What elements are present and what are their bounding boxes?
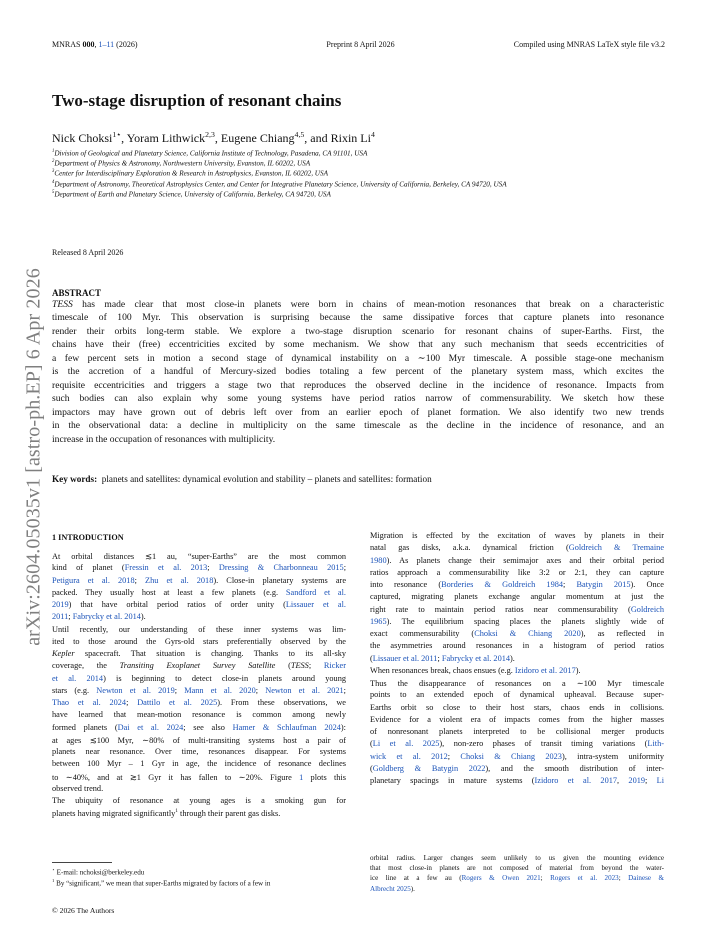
text-run: (	[370, 763, 373, 773]
affiliation-text: Division of Geological and Planetary Science, California Institute of Technology, Pasadena, CA 91101, USA	[54, 149, 368, 158]
text-run: ;	[134, 575, 146, 585]
text-line	[52, 710, 346, 719]
author-list	[52, 130, 375, 146]
citation-link[interactable]: Fressin et al. 2013	[124, 563, 208, 573]
text-line	[370, 703, 664, 712]
affiliation-number: 3	[52, 169, 55, 175]
text-run: requisite eccentricities and triggers a stage two that reproduces the observed decline in the incidence of resonance. Impacts from	[52, 379, 664, 391]
superscript: 1	[175, 808, 178, 815]
author-affiliation-mark: 1⋆	[112, 130, 122, 139]
arxiv-id-text: arXiv:2604.05035v1 [astro-ph.EP] 6 Apr 2026	[22, 268, 45, 646]
text-line	[370, 776, 664, 785]
text-line	[52, 784, 346, 793]
text-line	[52, 380, 664, 391]
text-run: in the observational data: a decline in multiplicity on the same timescale as the decline in the incidence of resonance, and an	[52, 420, 664, 432]
footnote-mark: ⋆	[52, 867, 55, 872]
text-run: ). As planets change their semimajor axes and their orbital period	[386, 555, 664, 565]
text-run: coverage, the	[52, 661, 120, 671]
footnote	[52, 867, 144, 876]
text-line	[370, 543, 664, 552]
text-run: the asymmetries around resonances in a histogram of period ratios	[370, 641, 664, 651]
affiliation	[52, 180, 507, 188]
author-separator: ,	[214, 131, 221, 145]
copyright-notice: © 2026 The Authors	[52, 906, 115, 915]
arxiv-stamp	[16, 237, 52, 677]
citation-link[interactable]: Zhu et al. 2018	[145, 575, 214, 585]
text-run: ), intra-system uniformity	[561, 751, 664, 761]
text-line	[370, 617, 664, 626]
abstract-heading: ABSTRACT	[52, 288, 102, 298]
affiliation-text: Center for Interdisciplinary Exploration & Research in Astrophysics, Evanston, IL 60202, USA	[54, 169, 328, 178]
text-run: Until recently, our understanding of these inner systems was lim-	[52, 624, 346, 634]
text-run: ;	[126, 698, 138, 707]
text-run: ;	[540, 874, 551, 883]
text-run: ;	[343, 563, 346, 573]
release-date: Released 8 April 2026	[52, 248, 124, 257]
text-run: ).	[410, 884, 415, 893]
author-affiliation-mark: 4	[370, 130, 375, 139]
affiliation-text: Department of Earth and Planetary Science, University of California, Berkeley, CA 94720, USA	[54, 190, 331, 199]
text-line	[52, 353, 664, 364]
citation-link[interactable]: Lissauer et al. 2011	[372, 653, 438, 663]
text-run: The ubiquity of resonance at young ages is a smoking gun for	[52, 796, 346, 805]
citation-link[interactable]: Newton et al. 2021	[265, 685, 344, 695]
text-line	[52, 576, 346, 585]
text-run: timescale of 100 Myr. This observation is surprising because the same dissipative forces that capture planets into resonance	[52, 312, 664, 324]
running-header-left: MNRAS 000, 1–11 (2026)	[52, 40, 138, 49]
keywords-text: planets and satellites: dynamical evolution and stability – planets and satellites: formation	[101, 474, 432, 484]
text-line	[52, 588, 346, 597]
text-line	[370, 568, 664, 577]
text-line	[52, 674, 346, 683]
citation-link[interactable]: 1980	[370, 555, 387, 565]
text-run: At orbital distances ≲1 au, “super-Earths” are the most common	[52, 552, 346, 561]
citation-link[interactable]: Dressing & Charbonneau 2015	[218, 563, 344, 573]
text-run: ;	[618, 874, 629, 883]
text-line	[52, 637, 346, 646]
citation-link[interactable]: Ricker	[323, 661, 346, 671]
text-run: ;	[343, 685, 346, 695]
text-run: ), and the smooth distribution of inter-	[485, 763, 664, 773]
text-line	[52, 772, 346, 782]
text-run: at ages ≲100 Myr, ∼80% of multi-transiting systems host a pair of	[52, 735, 346, 745]
footnote-text: E-mail: nchoksi@berkeley.edu	[54, 868, 145, 877]
italic-text: Kepler	[52, 649, 75, 658]
text-line	[52, 326, 664, 337]
text-line	[370, 874, 664, 882]
text-run: ). From these observations, we	[217, 698, 346, 707]
text-run: packed. They usually host at least a few planets (e.g.	[52, 587, 286, 597]
text-run: ;	[255, 685, 266, 695]
text-line	[370, 727, 664, 736]
text-run: orbital radius. Larger changes seem unlikely to us given the mounting evidence	[370, 854, 664, 862]
citation-link[interactable]: Li	[656, 776, 665, 785]
text-run: ). Close-in planetary systems are	[213, 575, 346, 585]
text-line	[370, 764, 664, 773]
text-run: ice line at a few au (	[370, 874, 462, 883]
text-run: planets having migrated significantly	[52, 809, 176, 819]
text-line	[370, 885, 664, 893]
citation-link[interactable]: Lith-	[647, 739, 664, 749]
citation-link[interactable]: Petigura et al. 2018	[52, 575, 135, 585]
footnote-text: By “significant,” we mean that super-Earths migrated by factors of a few in	[54, 878, 271, 887]
citation-link[interactable]: Izidoro et al. 2017	[534, 776, 618, 785]
text-line	[370, 580, 664, 589]
text-run: ratios approach a commensurability like 3:2 or 2:1, they can capture	[370, 567, 664, 577]
text-line	[52, 612, 346, 621]
author-separator: ,	[121, 131, 127, 145]
text-line	[370, 690, 664, 699]
text-run: right rate to maintain period ratios near commensurability (	[370, 604, 631, 614]
text-run: through their parent gas disks.	[177, 809, 281, 819]
text-run: chains have their (free) eccentricities excited by some mechanism. We show that any such mechanism that seeds eccentricities of	[52, 339, 664, 351]
text-line	[370, 864, 664, 872]
text-run: exact commensurability (	[370, 629, 475, 638]
text-line	[52, 747, 346, 756]
text-line	[52, 563, 346, 572]
text-run: increase in the occupation of resonances with multiplicity.	[52, 433, 276, 445]
author-affiliation-mark: 2,3	[205, 130, 215, 139]
text-run: natal gas disks, a.k.a. dynamical friction (	[370, 543, 569, 553]
citation-link[interactable]: Dai et al. 2024	[117, 722, 184, 732]
text-run: that most close-in planets are not composed of material from beyond the water-	[370, 864, 664, 873]
keywords	[52, 474, 432, 484]
text-line	[52, 366, 664, 377]
text-line	[52, 796, 346, 805]
text-line	[52, 808, 346, 818]
text-run: to ∼40%, and at ≳1 Gyr it has fallen to ∼20%. Figure	[52, 772, 300, 782]
text-run: is the accretion of a handful of Mercury-sized bodies totaling a few percent of the planetary system mass, which excites the	[52, 366, 664, 378]
citation-link[interactable]: Fabrycky et al. 2014	[72, 612, 141, 622]
citation-link[interactable]: et al. 2014	[52, 673, 104, 683]
text-run: ).	[510, 653, 515, 663]
keywords-label: Key words:	[52, 474, 98, 484]
text-line	[52, 420, 664, 431]
italic-text: TESS	[290, 661, 309, 671]
text-line	[370, 592, 664, 601]
author-name: Rixin Li	[330, 131, 371, 145]
citation-link[interactable]: Goldreich & Tremaine	[568, 543, 664, 553]
text-run: Earths orbit so close to their host stars, chaos ends in collisions.	[370, 702, 664, 712]
text-line	[370, 854, 664, 862]
citation-link[interactable]: wick et al. 2012	[370, 751, 448, 761]
text-run: When resonances break, chaos ensues (e.g.	[370, 665, 515, 675]
text-line	[52, 649, 346, 658]
text-run: Migration is effected by the excitation of waves by planets in their	[370, 531, 664, 540]
citation-link[interactable]: Rogers et al. 2023	[550, 874, 619, 883]
text-run: (	[370, 653, 373, 663]
affiliation-number: 4	[52, 179, 55, 185]
author-affiliation-mark: 4,5	[294, 130, 305, 139]
citation-link[interactable]: Mann et al. 2020	[184, 685, 256, 695]
citation-link[interactable]: Dainese &	[628, 874, 664, 883]
text-line	[370, 641, 664, 650]
paper-title: Two-stage disruption of resonant chains	[52, 91, 342, 110]
running-header-center: Preprint 8 April 2026	[326, 40, 395, 49]
citation-link[interactable]: 2011	[52, 612, 69, 622]
text-line	[370, 556, 664, 565]
citation-link[interactable]: 2019	[52, 600, 69, 609]
text-run: observed trend.	[52, 783, 104, 793]
citation-link[interactable]: Borderies & Goldreich 1984	[441, 580, 564, 589]
section-heading: 1 INTRODUCTION	[52, 533, 124, 542]
text-line	[52, 698, 346, 707]
text-run: ).	[140, 612, 146, 622]
text-run: ). Once	[630, 580, 664, 589]
text-line	[52, 735, 346, 745]
text-run: plots this	[303, 772, 346, 782]
affiliation	[52, 159, 310, 167]
citation-link[interactable]: 2019	[628, 776, 646, 785]
text-run: ) that have orbital period ratios of order unity (	[68, 600, 286, 609]
text-run: formed planets (	[52, 722, 118, 732]
text-run: planetary spacings in mature systems (	[370, 776, 535, 785]
text-run: ):	[340, 722, 346, 732]
text-run: render their orbits long-term stable. We explore a two-stage disruption scenario for resonant chains of super-Earths. First, the	[52, 325, 664, 337]
affiliation	[52, 190, 331, 198]
text-line	[52, 312, 664, 323]
text-run: ), non-zero phases of transit timing variations (	[439, 739, 648, 749]
text-run: ;	[174, 685, 185, 695]
text-run: have learned that mean-motion resonance is common among newly	[52, 710, 346, 720]
text-run: ;	[563, 580, 577, 589]
text-run: kind of planet (	[52, 563, 125, 573]
citation-link[interactable]: Li et al. 2025	[372, 739, 440, 749]
citation-link[interactable]: Choksi & Chiang 2023	[460, 751, 562, 761]
text-run: has made clear that most close-in planets were born in chains of mean-motion resonances that break on a characteristic	[72, 299, 664, 310]
italic-text: TESS	[52, 299, 73, 310]
citation-link[interactable]: Goldberg & Batygin 2022	[372, 763, 486, 773]
page-range-link[interactable]: 1–11	[98, 40, 115, 49]
text-run: (	[370, 739, 373, 749]
citation-link[interactable]: Batygin 2015	[576, 580, 631, 589]
text-run: ;	[207, 563, 219, 573]
text-line	[52, 661, 346, 670]
text-run: into resonance (	[370, 580, 442, 589]
text-run: ).	[575, 665, 581, 675]
citation-link[interactable]: Lissauer et al.	[285, 600, 346, 609]
author-name: Eugene Chiang	[220, 131, 295, 145]
citation-link[interactable]: Goldreich	[630, 604, 664, 614]
text-line	[370, 531, 664, 540]
text-run: ,	[617, 776, 629, 785]
affiliation	[52, 149, 367, 157]
text-run: Evidence for a violent era of impacts comes from the higher masses	[370, 714, 664, 724]
text-line	[370, 739, 664, 748]
affiliation-number: 2	[52, 159, 55, 165]
affiliation-text: Department of Astronomy, Theoretical Astrophysics Center, and Center for Integrative Planetary Science, University of California, Berkeley, CA 94720, USA	[54, 179, 507, 188]
text-run: ;	[645, 776, 657, 785]
citation-link[interactable]: 1965	[370, 616, 387, 626]
text-run: captured, migrating planets exchange angular momentum at just the	[370, 592, 664, 602]
citation-link[interactable]: 1	[299, 772, 304, 782]
affiliation-number: 1	[52, 149, 55, 154]
text-run: impactors may have grown out of debris left over from an earlier epoch of planet formation. We also identify two new trends	[52, 406, 664, 418]
running-header-right: Compiled using MNRAS LaTeX style file v3.2	[513, 40, 665, 49]
text-run: planets near resonance. Over time, resonances disappear. For systems	[52, 747, 346, 756]
citation-link[interactable]: Newton et al. 2019	[96, 685, 175, 695]
citation-link[interactable]: Izidoro et al. 2017	[514, 665, 576, 675]
text-run: ited to those around the Gyrs-old stars preferentially observed by the	[52, 636, 346, 646]
citation-link[interactable]: Hamer & Schlaufman 2024	[232, 722, 341, 732]
author-name: Nick Choksi	[52, 131, 113, 145]
text-line	[370, 654, 664, 663]
citation-link[interactable]: Fabrycky et al. 2014	[441, 653, 511, 663]
text-line	[370, 629, 664, 638]
citation-link[interactable]: Dattilo et al. 2025	[137, 698, 218, 707]
footnote-rule	[52, 862, 112, 863]
text-line	[52, 723, 346, 732]
text-run: (	[275, 661, 291, 671]
citation-link[interactable]: Rogers & Owen 2021	[461, 874, 541, 883]
citation-link[interactable]: Choksi & Chiang 2020	[474, 629, 581, 638]
text-run: ; see also	[183, 722, 233, 732]
text-run: points to an extended epoch of dynamical upheaval. Because super-	[370, 690, 664, 700]
text-run: Thus the disappearance of resonances on a ∼100 Myr timescale	[370, 679, 664, 688]
text-run: ;	[437, 653, 442, 663]
text-run: spacecraft. That situation is changing. Thanks to its all-sky	[74, 649, 346, 658]
text-line	[52, 759, 346, 768]
text-run: ;	[308, 661, 324, 671]
text-line	[52, 339, 664, 350]
text-line	[52, 434, 664, 445]
text-line	[52, 625, 346, 634]
affiliation-text: Department of Physics & Astronomy, Northwestern University, Evanston, IL 60202, USA	[54, 159, 311, 168]
italic-text: Transiting Exoplanet Survey Satellite	[119, 661, 276, 671]
text-line	[52, 551, 346, 561]
text-run: of nonresonant planets interpreted to be collisional merger products	[370, 727, 664, 736]
citation-link[interactable]: Sandford et al.	[285, 587, 346, 597]
text-run: stars (e.g.	[52, 685, 97, 695]
citation-link[interactable]: Albrecht 2025	[370, 884, 411, 893]
text-run: between 100 Myr – 1 Gyr in age, the incidence of resonance declines	[52, 759, 346, 769]
text-line	[52, 299, 664, 310]
footnote	[52, 878, 270, 887]
text-run: such bodies can also explain why some young systems have period ratios narrow of commensurability. We sketch how these	[52, 393, 664, 405]
citation-link[interactable]: Thao et al. 2024	[52, 698, 127, 707]
text-run: ;	[68, 612, 73, 622]
text-line	[52, 407, 664, 418]
footnote-mark: 1	[52, 877, 55, 883]
text-line	[52, 600, 346, 609]
text-run: ). The equilibrium spacing places the planets slightly wide of	[386, 616, 664, 626]
affiliation-number: 5	[52, 189, 55, 195]
author-name: Yoram Lithwick	[126, 131, 206, 145]
author-separator: , and	[304, 131, 331, 145]
text-line	[370, 715, 664, 724]
text-line	[370, 605, 664, 614]
text-run: ;	[447, 751, 461, 761]
text-run: ) is beginning to detect close-in planets around young	[103, 673, 346, 683]
text-run: ), as reflected in	[580, 629, 664, 638]
text-line	[52, 393, 664, 404]
text-line	[52, 686, 346, 695]
text-run: a few percent sets in motion a second stage of dynamical instability on a ∼100 Myr timescale. A possible stage-one mechanism	[52, 352, 664, 364]
text-line	[370, 752, 664, 761]
text-line	[370, 666, 664, 675]
affiliation	[52, 169, 328, 177]
text-line	[370, 678, 664, 688]
